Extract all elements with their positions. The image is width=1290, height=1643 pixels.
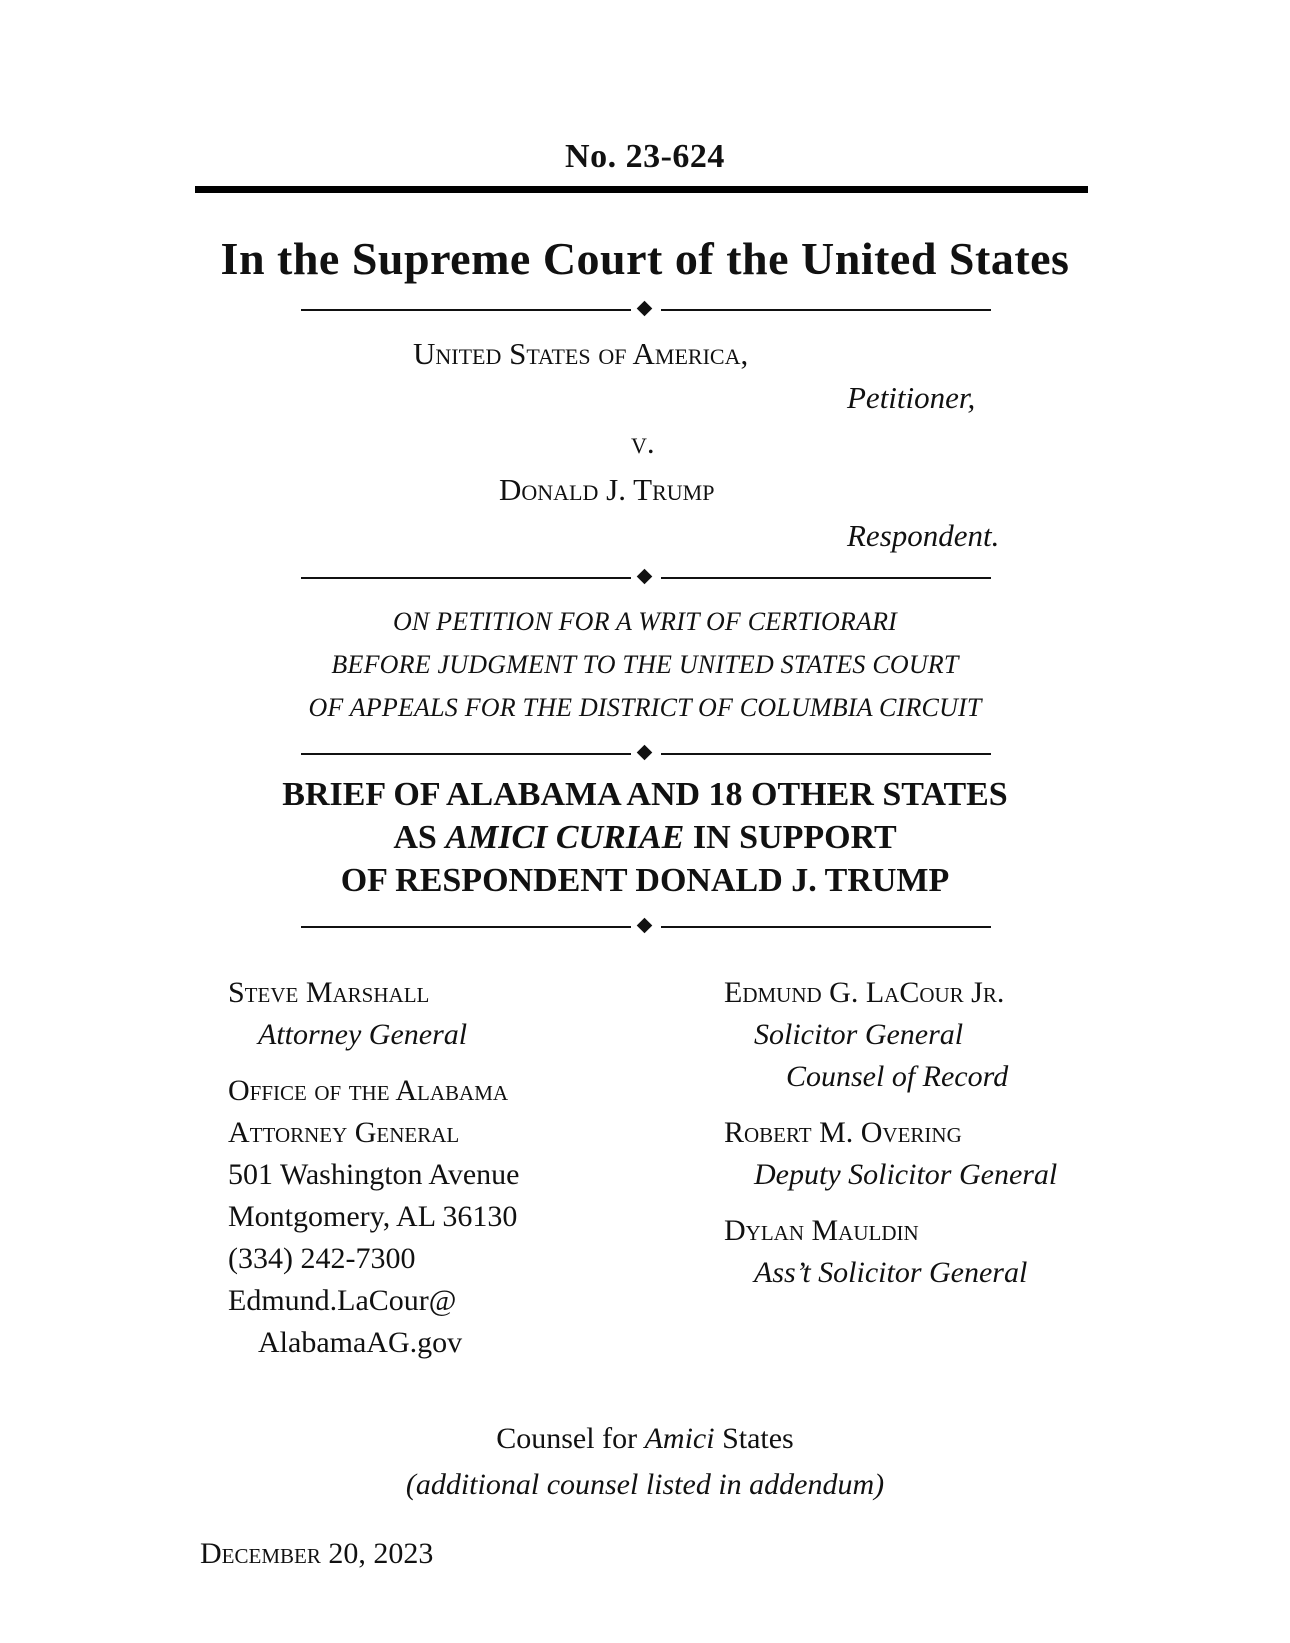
divider	[301, 917, 991, 937]
counsel-name: Robert M. Overing	[724, 1116, 962, 1149]
brief-title	[0, 773, 1290, 902]
diamond-icon	[637, 569, 653, 585]
counsel-name: Dylan Mauldin	[724, 1214, 919, 1247]
court-title: In the Supreme Court of the United States	[220, 233, 1070, 284]
brief-title-line1: BRIEF OF ALABAMA AND 18 OTHER STATES	[282, 776, 1008, 813]
address-line: Montgomery, AL 36130	[228, 1200, 518, 1233]
counsel-name: Steve Marshall	[228, 976, 430, 1009]
diamond-icon	[637, 745, 653, 761]
counsel-role: Deputy Solicitor General	[754, 1158, 1058, 1191]
versus: v.	[631, 425, 655, 460]
brief-title-line3: OF RESPONDENT DONALD J. TRUMP	[340, 862, 950, 899]
petition-line: ON PETITION FOR A WRIT OF CERTIORARI	[392, 607, 898, 636]
counsel-for-amici: Counsel for Amici States	[496, 1422, 794, 1455]
header-rule	[195, 186, 1088, 196]
respondent-name: Donald J. Trump	[499, 472, 715, 507]
counsel-name: Edmund G. LaCour Jr.	[724, 976, 1005, 1009]
additional-counsel-note: (additional counsel listed in addendum)	[405, 1468, 885, 1501]
petitioner-name: United States of America,	[413, 336, 749, 371]
divider	[301, 568, 991, 588]
petition-line: OF APPEALS FOR THE DISTRICT OF COLUMBIA CIRCUIT	[308, 693, 982, 722]
address-line: 501 Washington Avenue	[228, 1158, 520, 1191]
petition-line: BEFORE JUDGMENT TO THE UNITED STATES COURT	[331, 650, 959, 679]
counsel-role: Solicitor General	[754, 1018, 964, 1051]
phone: (334) 242-7300	[228, 1242, 416, 1275]
counsel-left	[228, 972, 668, 1364]
office-line: Office of the Alabama	[228, 1074, 509, 1107]
respondent-role: Respondent.	[847, 518, 1000, 553]
petitioner-role: Petitioner,	[847, 380, 976, 415]
counsel-role: Counsel of Record	[786, 1060, 1009, 1093]
counsel-role: Attorney General	[258, 1018, 468, 1051]
brief-title-line2: AS AMICI CURIAE IN SUPPORT	[393, 819, 897, 856]
diamond-icon	[637, 301, 653, 317]
docket-number: No. 23-624	[565, 138, 725, 175]
divider	[301, 300, 991, 320]
divider	[301, 744, 991, 764]
diamond-icon	[637, 918, 653, 934]
counsel-role: Ass’t Solicitor General	[754, 1256, 1028, 1289]
counsel-right	[724, 972, 1204, 1294]
email-line: AlabamaAG.gov	[258, 1326, 463, 1359]
office-line: Attorney General	[228, 1116, 460, 1149]
filing-date: December 20, 2023	[200, 1537, 434, 1570]
email-line: Edmund.LaCour@	[228, 1284, 457, 1317]
